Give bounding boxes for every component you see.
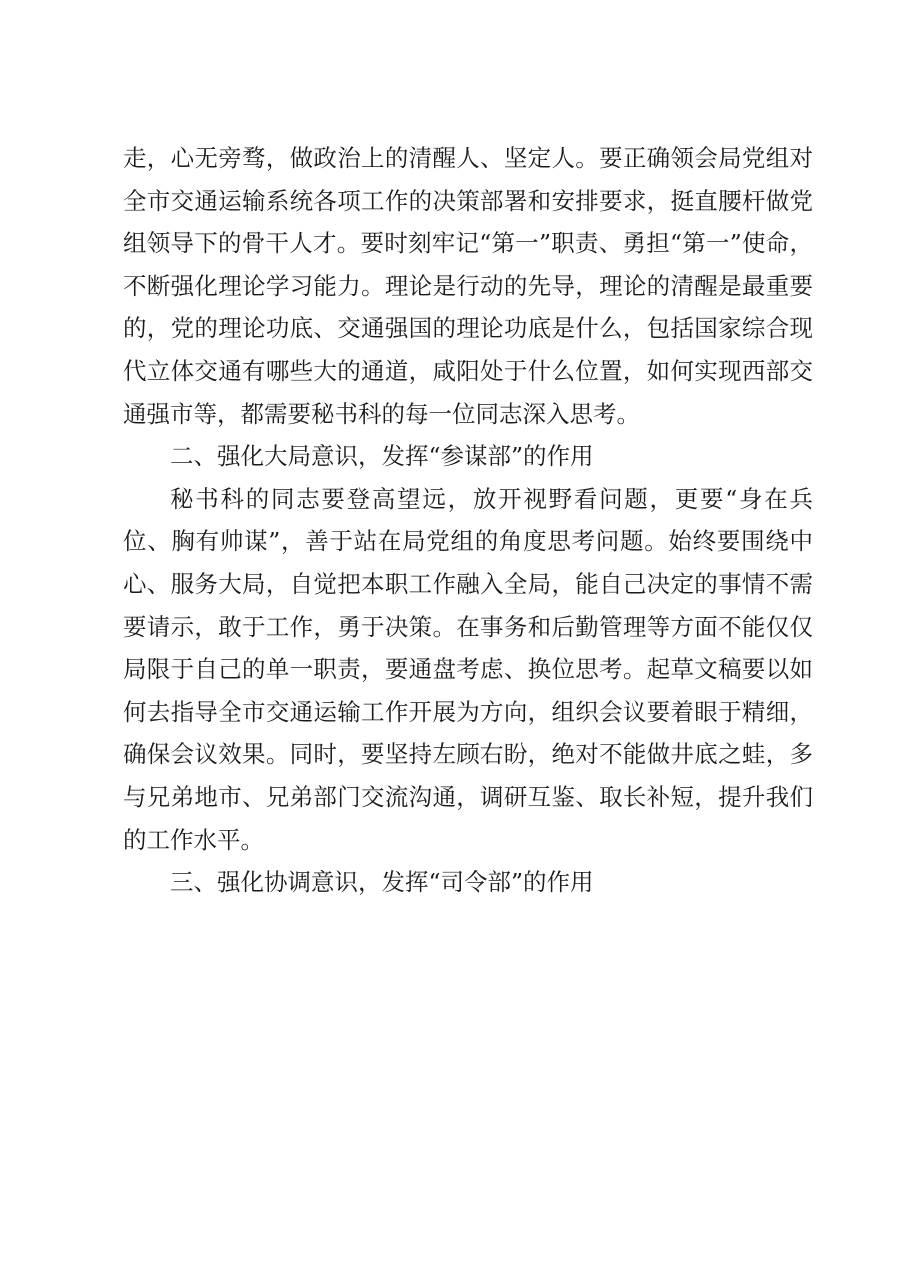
paragraph-body: 秘书科的同志要登高望远，放开视野看问题，更要“身在兵位、胸有帅谋”，善于站在局党组的角度思考问题。始终要围绕中心、服务大局，自觉把本职工作融入全局，能自己决定的事情不需要请示，敢于工作，勇于决策。在事务和后勤管理等方面不能仅仅局限于自己的单一职责，要通盘考虑、换位思考。起草文稿要以如何去指导全市交通运输工作开展为方向，组织会议要着眼于精细，确保会议效果。同时，要坚持左顾右盼，绝对不能做井底之蛙，多与兄弟地市、兄弟部门交流沟通，调研互鉴、取长补短，提升我们的工作水平。 (123, 484, 813, 854)
section-heading-2: 二、强化大局意识，发挥“参谋部”的作用 (170, 442, 594, 471)
section-heading-3: 三、强化协调意识，发挥“司令部”的作用 (170, 868, 594, 897)
paragraph-continued: 走，心无旁骛，做政治上的清醒人、坚定人。要正确领会局党组对全市交通运输系统各项工作的决策部署和安排要求，挺直腰杆做党组领导下的骨干人才。要时刻牢记“第一”职责、勇担“第一”使命，不断强化理论学习能力。理论是行动的先导，理论的清醒是最重要的，党的理论功底、交通强国的理论功底是什么，包括国家综合现代立体交通有哪些大的通道，咸阳处于什么位置，如何实现西部交通强市等，都需要秘书科的每一位同志深入思考。 (123, 144, 813, 428)
document-page (123, 137, 813, 904)
